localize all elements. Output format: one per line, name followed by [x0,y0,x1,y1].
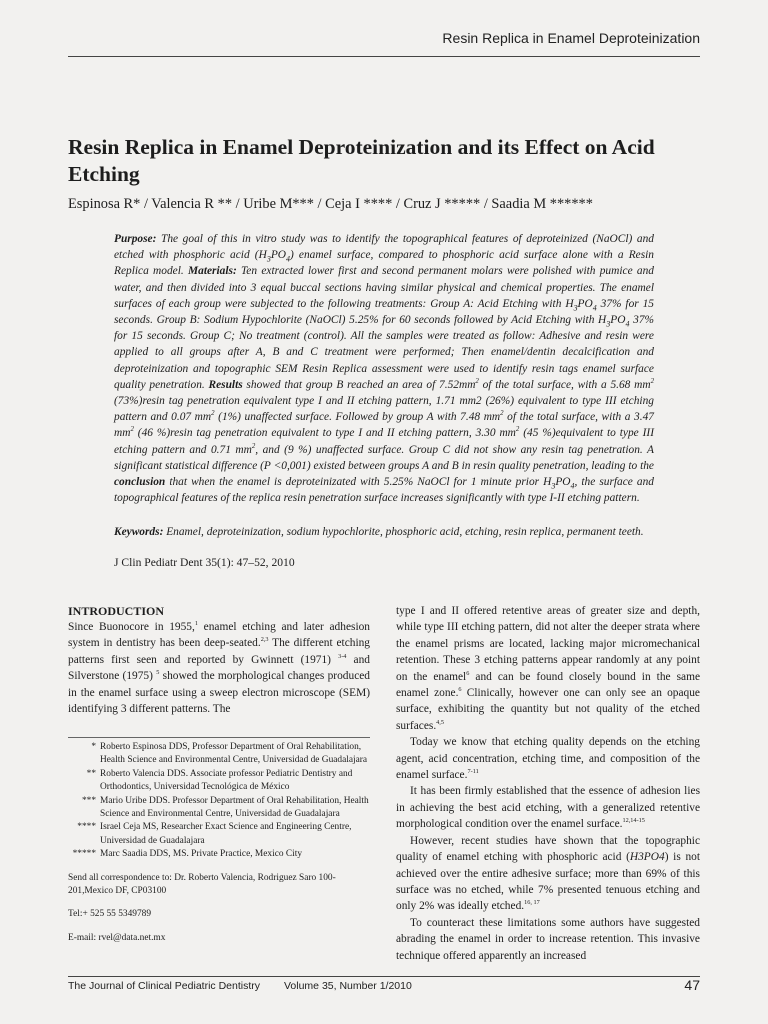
page-number: 47 [684,977,700,993]
body-paragraph: Today we know that etching quality depends on the etching agent, acid concentration, etching time, and composition of the enamel surface.$^{7-11}$ [396,736,700,782]
footer-rule [68,976,700,977]
footnote-item: *** Mario Uribe DDS. Professor Department of Oral Rehabilitation, Health Science and Environmental Centre, Universidad de Guadalajara [81,795,369,820]
keywords: Keywords: Enamel, deproteinization, sodium hypochlorite, phosphoric acid, etching, resin replica, permanent teeth. [114,526,644,538]
header-rule [68,56,700,57]
author-list: Espinosa R* / Valencia R ** / Uribe M*** / Ceja I **** / Cruz J ***** / Saadia M ****** [68,196,593,212]
footer-journal-info [68,980,412,992]
keywords-label: Keywords: [114,526,164,538]
footnote-item: * Roberto Espinosa DDS, Professor Department of Oral Rehabilitation, Health Science and Environmental Centre, Universidad de Guadalajara [91,742,368,766]
abstract: Purpose: The goal of this in vitro study was to identify the topographical features of deproteinized (NaOCl) and etched with phosphoric acid $(H_3PO_4)$ enamel surface, compared to phosphoric acid surface alone with a Resin Replica model. Materials: Ten extracted lower first and second permanent molars were polished with pumice and water, and then divided into 3 equal buccal sections having similar physical and chemical properties. The enamel surfaces of each group were subjected to the following treatments: Group A: Acid Etching with $H_3PO_4$ 37% for 15 seconds. Group B: Sodium Hypochlorite (NaOCl) 5.25% for 60 seconds followed by Acid Etching with $H_3PO_4$ 37% for 15 seconds. Group C; No treatment (control). All the samples were treated as follow: Adhesive and resin were applied to all groups after A, B and C treatment were performed; Then enamel/dentin decalcification and deproteinization and topographic SEM Resin Replica assessment were used to identify resin tags enamel surface quality penetration. Results showed that group B reached an area of $7.52mm^2$ of the total surface, with a 5.68 $mm^2$ (73%)resin tag penetration equivalent type I and II etching pattern, 1.71 mm2 (26%) equivalent to type III etching pattern and 0.07 $mm^2$ (1%) unaffected surface. Followed by group A with 7.48 $mm^2$ of the total surface, with a 3.47 $mm^2$ (46 %)resin tag penetration equivalent to type I and II etching pattern, 3.30 $mm^2$ (45 %)equivalent to type III etching pattern and 0.71 $mm^2$, and (9 %) unaffected surface. Group C did not show any resin tag penetration. A significant statistical difference (P <0,001) existed between groups A and B in resin quality penetration, leading to the conclusion that when the enamel is deproteinizated with 5.25% NaOCl for 1 minute prior $H_3PO_4$, the surface and topographical features of the replica resin penetration surface increases significantly with type I-II etching pattern. [114,233,655,505]
author-footnotes [68,741,370,945]
contact-email[interactable]: E-mail: rvel@data.net.mx [68,932,166,943]
body-paragraph: type I and II offered retentive areas of greater size and depth, while type III etching pattern, did not alter the deeper strata where the enamel prisms are located, lacking major micromechanical retention. These 3 etching patterns appear randomly at any point on the enamel$^6$ and can be found closely bound in the same enamel zone.$^6$ Clinically, however one can only see an opaque surface, exhibiting the quantity but not quality of the etched surfaces.$^{4,5}$ [396,605,700,732]
left-column [68,603,370,717]
contact-telephone: Tel:+ 525 55 5349789 [68,909,152,920]
running-header: Resin Replica in Enamel Deproteinization [442,30,700,46]
intro-paragraph: Since Buonocore in 1955,$^1$ enamel etching and later adhesion system in dentistry has been deep-seated.$^{2,3}$ The different etching patterns first seen and reported by Gwinnett (1971) $^{3-4}$ and Silverstone (1975) $^5$ showed the morphological changes produced in the enamel surface using a sweep electron microscope (SEM) identifying 3 different patterns. The [68,620,371,716]
body-paragraph: However, recent studies have shown that the topographic quality of enamel etching with phosphoric acid (H3PO4) is not achieved over the entire adhesive surface; more than 69% of this surface was no etched, while 7% presented tenuous etching and only 2% was ideally etched.$^{16, 17}$ [396,834,700,913]
journal-citation: J Clin Pediatr Dent 35(1): 47–52, 2010 [114,556,295,569]
footnote-rule [68,737,370,738]
body-paragraph: It has been firmly established that the essence of adhesion lies in achieving the best acid etching, with a generalized retentive morphological condition over the enamel surface.$^{12,14-15}$ [396,785,700,831]
footnote-item: ** Roberto Valencia DDS. Associate professor Pediatric Dentistry and Orthodontics, Universidad Tecnológica de México [86,768,353,793]
purpose-label: Purpose: [114,233,157,245]
article-title: Resin Replica in Enamel Deproteinization and its Effect on Acid Etching [68,135,655,186]
journal-name: The Journal of Clinical Pediatric Dentistry [68,980,260,992]
results-label: Results [208,378,243,391]
footnote-item: ***** Marc Saadia DDS, MS. Private Practice, Mexico City [72,849,303,860]
conclusion-label: conclusion [114,476,166,489]
footnote-item: **** Israel Ceja MS, Researcher Exact Science and Engineering Centre, Universidad de Guadalajara [77,822,352,846]
volume-info: Volume 35, Number 1/2010 [284,980,412,992]
materials-label: Materials: [188,265,237,278]
correspondence-address: Send all correspondence to: Dr. Roberto Valencia, Rodriguez Saro 100-201,Mexico DF, CP03100 [68,872,336,897]
introduction-heading: INTRODUCTION [68,604,165,618]
body-paragraph: To counteract these limitations some authors have suggested abrading the enamel in order to increase retention. This invasive technique offered apparently an increased [396,916,700,962]
right-column [396,603,700,964]
